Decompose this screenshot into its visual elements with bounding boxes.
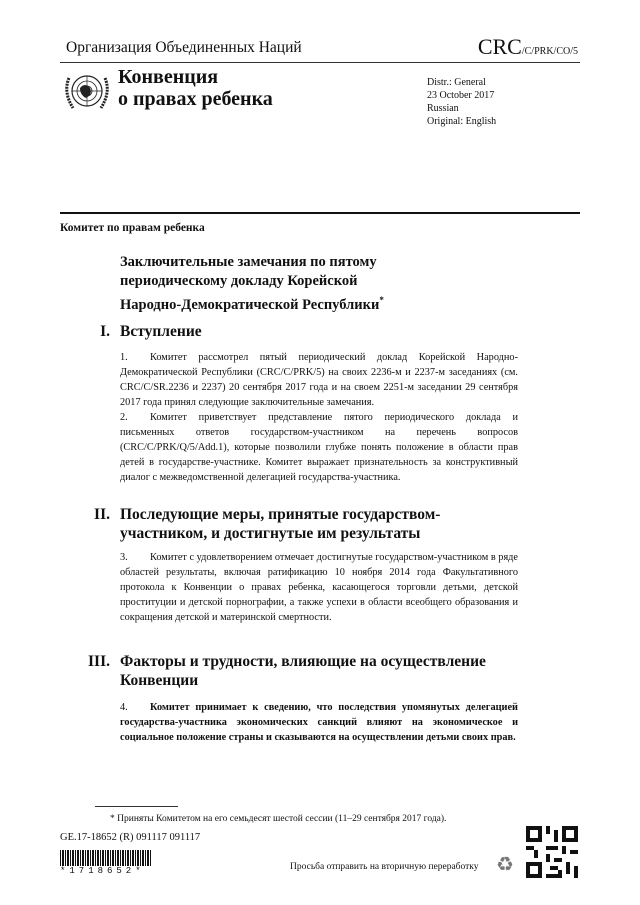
paragraph-number: 3. — [120, 552, 128, 563]
paragraph-text: Комитет приветствует представление пятого периодического доклада и письменных ответов государством-участником на перечень вопросов (CRC/C/PRK/Q/5/Add.1), которые позволили глубже понять положение в области прав детей в государстве-участнике. Комитет выражает признательность за конструктивный диалог с межведомственной делегацией государства-участника. — [120, 412, 518, 483]
footnote-rule — [95, 806, 178, 807]
recycle-icon: ♻ — [496, 854, 514, 876]
section-heading — [80, 505, 540, 545]
title-line: Народно-Демократической Республики — [120, 296, 380, 313]
document-title — [120, 253, 450, 315]
section-title-line: участником, и достигнутые им результаты — [120, 525, 421, 542]
title-line: периодическому докладу Корейской — [120, 273, 358, 289]
barcode-number: *1718652* — [60, 866, 145, 876]
paragraph — [120, 550, 518, 625]
paragraph-number: 1. — [120, 352, 128, 363]
section-title-line: Конвенции — [120, 672, 199, 689]
paragraph-number: 4. — [120, 702, 128, 713]
paragraph-text: Комитет принимает к сведению, что последствия упомянутых делегацией государства-участника экономических санкций влияют на экономическое и социальное положение страны и сказываются на осуществлении детьми своих прав. — [120, 702, 518, 743]
barcode — [60, 850, 152, 866]
section-heading — [80, 652, 540, 692]
paragraph — [120, 350, 518, 410]
paragraph-number: 2. — [120, 412, 128, 423]
paragraph-text: Комитет рассмотрел пятый периодический доклад Корейской Народно-Демократической Республики (CRC/C/PRK/5) на своих 2236-м и 2237-м заседаниях (см. CRC/C/SR.2236 и 2237) 20 сентября 2017 года и на своем 2251-м заседании 29 сентября 2017 года принял следующие заключительные замечания. — [120, 352, 518, 408]
section-title: Вступление — [120, 323, 202, 340]
footnote: * Приняты Комитетом на его семьдесят шестой сессии (11–29 сентября 2017 года). — [110, 814, 447, 824]
paragraph — [120, 700, 518, 745]
distribution-block — [427, 76, 496, 128]
section-title-line: Последующие меры, принятые государством- — [120, 506, 441, 523]
symbol-main: CRC — [477, 34, 522, 59]
document-number: GE.17-18652 (R) 091117 091117 — [60, 832, 201, 843]
section-number: II. — [94, 506, 110, 523]
section-title — [120, 652, 520, 690]
un-emblem-icon — [62, 68, 112, 116]
title-line: Заключительные замечания по пятому — [120, 254, 377, 270]
symbol-sub: /C/PRK/CO/5 — [521, 46, 578, 57]
section-number: I. — [100, 323, 110, 340]
section-heading — [80, 322, 540, 342]
date: 23 October 2017 — [427, 90, 495, 101]
convention-title-line: о правах ребенка — [118, 88, 273, 110]
section-number: III. — [88, 653, 110, 670]
original-language: Original: English — [427, 116, 497, 127]
organization-name: Организация Объединенных Наций — [66, 39, 302, 56]
document-symbol — [478, 34, 578, 60]
section-title — [120, 505, 520, 543]
committee-name: Комитет по правам ребенка — [60, 222, 205, 234]
paragraph — [120, 410, 518, 485]
convention-title-line: Конвенция — [118, 66, 219, 88]
qr-code-icon — [526, 826, 578, 878]
header-rule — [60, 62, 580, 63]
distr: Distr.: General — [427, 77, 486, 88]
footnote-mark: * — [379, 295, 384, 305]
section-title-line: Факторы и трудности, влияющие на осуществление — [120, 653, 486, 670]
paragraph-text: Комитет с удовлетворением отмечает достигнутые государством-участником в ряде областей результаты, включая ратификацию 10 ноября 2014 года Факультативного протокола к Конвенции о правах ребенка, касающегося торговли детьми, детской проституции и детской порнографии, а также успехи в области всеобщего образования и сокращения детской и материнской смертности. — [120, 552, 518, 623]
convention-title — [118, 66, 273, 110]
recycle-note: Просьба отправить на вторичную переработку — [290, 862, 479, 872]
thick-rule — [60, 212, 580, 214]
language: Russian — [427, 103, 459, 114]
